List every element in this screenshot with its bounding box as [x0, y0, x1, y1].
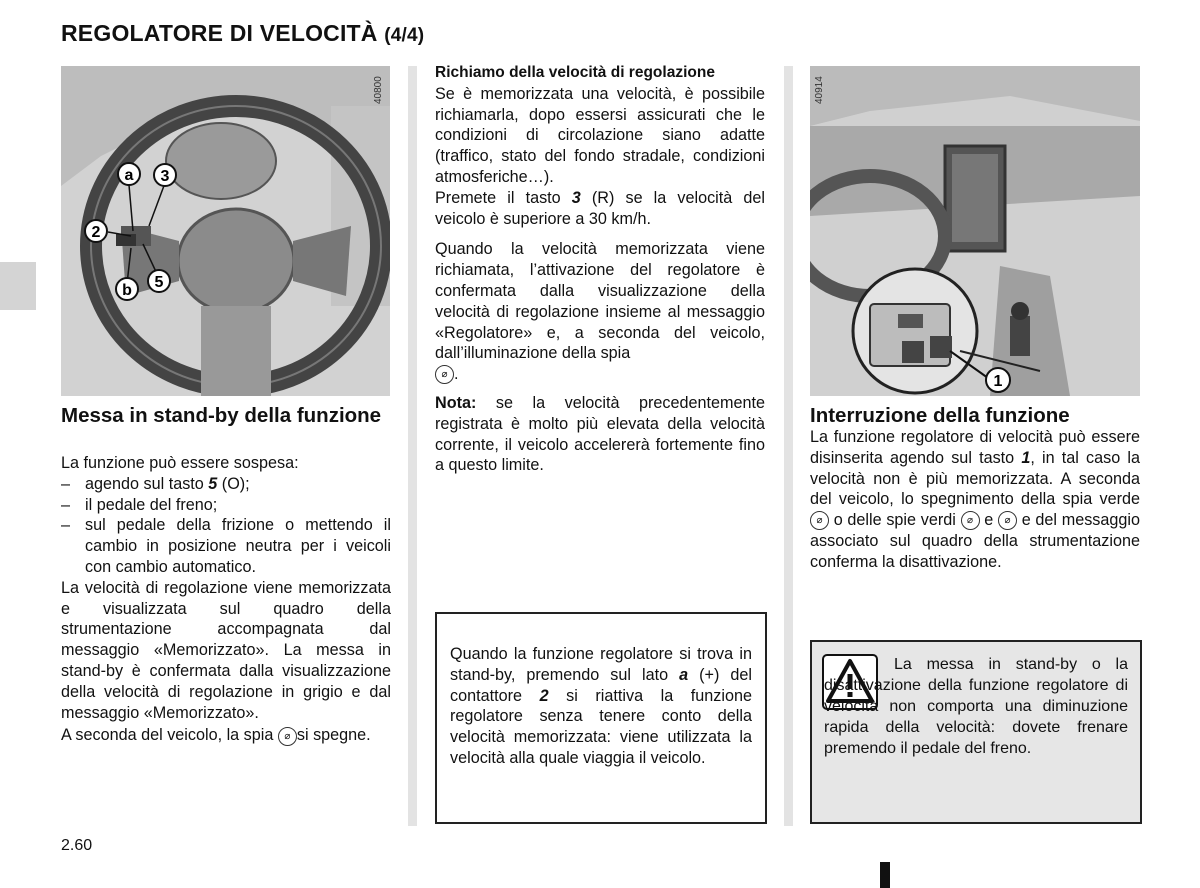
section-tab [0, 262, 36, 310]
svg-text:1: 1 [993, 373, 1003, 390]
standby-list [61, 474, 391, 578]
svg-text:3: 3 [160, 168, 170, 185]
callout-3 [154, 164, 176, 186]
page-edge-marker [880, 862, 890, 888]
image-reference-number: 40800 [373, 76, 384, 104]
green-speed-light-icon: ⌀ [998, 511, 1017, 530]
callout-b [116, 278, 138, 300]
column-separator [408, 66, 417, 826]
recall-text: Richiamo della velocità di regolazione Se è memorizzata una velocità, è possibile richiamarla, dopo essersi assicurati che le condizioni di circolazione siano adatte (traffico, stato del fondo stradale, condizioni atmosferiche…). Premete il tasto 3 (R) se la velocità del veicolo è superiore a 30 km/h. Quando la velocità memorizzata viene richiamata, l’attivazione del regolatore è confermata dalla visualizzazione della velocità di regolazione insieme al messaggio «Regolatore» e, a seconda del veicolo, dall’illuminazione della spia ⌀ . Nota: se la velocità precedentemente registrata è molto più elevata della velocità corrente, il veicolo accelererà fortemente fino a questo limite. [435, 64, 765, 475]
standby-heading: Messa in stand-by della funzione [61, 404, 382, 427]
cruise-control-warning-light-icon: ⌀ [435, 365, 454, 384]
column-separator [784, 66, 793, 826]
cruise-control-warning-light-icon: ⌀ [278, 727, 297, 746]
svg-text:a: a [124, 167, 134, 184]
interruption-text: La funzione regolatore di velocità può essere disinserita agendo sul tasto 1, in tal caso la velocità non è più memorizzata. A seconda del veicolo, lo spegnimento della spia verde ⌀ o delle spie verdi ⌀ e ⌀ e del messaggio associato sul quadro della strumentazione conferma la disattivazione. [810, 428, 1141, 571]
page-title: REGOLATORE DI VELOCITÀ (4/4) [61, 20, 425, 46]
green-cruise-light-icon: ⌀ [961, 511, 980, 530]
page-title-suffix: (4/4) [384, 25, 425, 46]
steering-wheel-callouts [61, 66, 390, 396]
callout-a [118, 163, 140, 185]
svg-text:2: 2 [91, 224, 101, 241]
standby-resume-note-box: Quando la funzione regolatore si trova in stand-by, premendo sul lato a (+) del contattore 2 si riattiva la funzione regolatore senza tenere conto della velocità memorizzata: viene utilizzata la velocità alla quale viaggia il veicolo. [435, 612, 767, 824]
callout-5 [148, 270, 170, 292]
interruption-heading: Interruzione della funzione [810, 404, 1070, 427]
list-item: – il pedale del freno; [61, 495, 391, 516]
dashboard-callouts [810, 66, 1140, 396]
callout-1 [986, 368, 1010, 392]
svg-text:b: b [122, 282, 132, 299]
warning-box: La messa in stand-by o la disattivazione della funzione regolatore di velocità non comporta una diminuzione rapida della velocità: dovete frenare premendo il pedale del freno. [810, 640, 1142, 824]
page-number: 2.60 [61, 837, 93, 854]
list-item: – sul pedale della frizione o mettendo il cambio in posizione neutra per i veicoli con cambio automatico. [61, 515, 391, 577]
callout-2 [85, 220, 107, 242]
recall-heading: Richiamo della velocità di regolazione [435, 64, 715, 81]
image-reference-number: 40914 [814, 76, 825, 104]
green-cruise-light-icon: ⌀ [810, 511, 829, 530]
standby-text: La funzione può essere sospesa: – agendo sul tasto 5 (O); – il pedale del freno; – sul pedale della frizione o mettendo il cambio in posizione neutra per i veicoli con cambio automatico. La velocità di regolazione viene memorizzata e visualizzata sul quadro della strumentazione accompagnata dal messaggio «Memorizzato». La messa in stand-by è confermata dalla visualizzazione della velocità di regolazione in grigio e dal messaggio «Memorizzato». A seconda del veicolo, la spia ⌀ si spegne. [61, 453, 391, 746]
svg-text:5: 5 [154, 274, 164, 291]
list-item: – agendo sul tasto 5 (O); [61, 474, 391, 495]
